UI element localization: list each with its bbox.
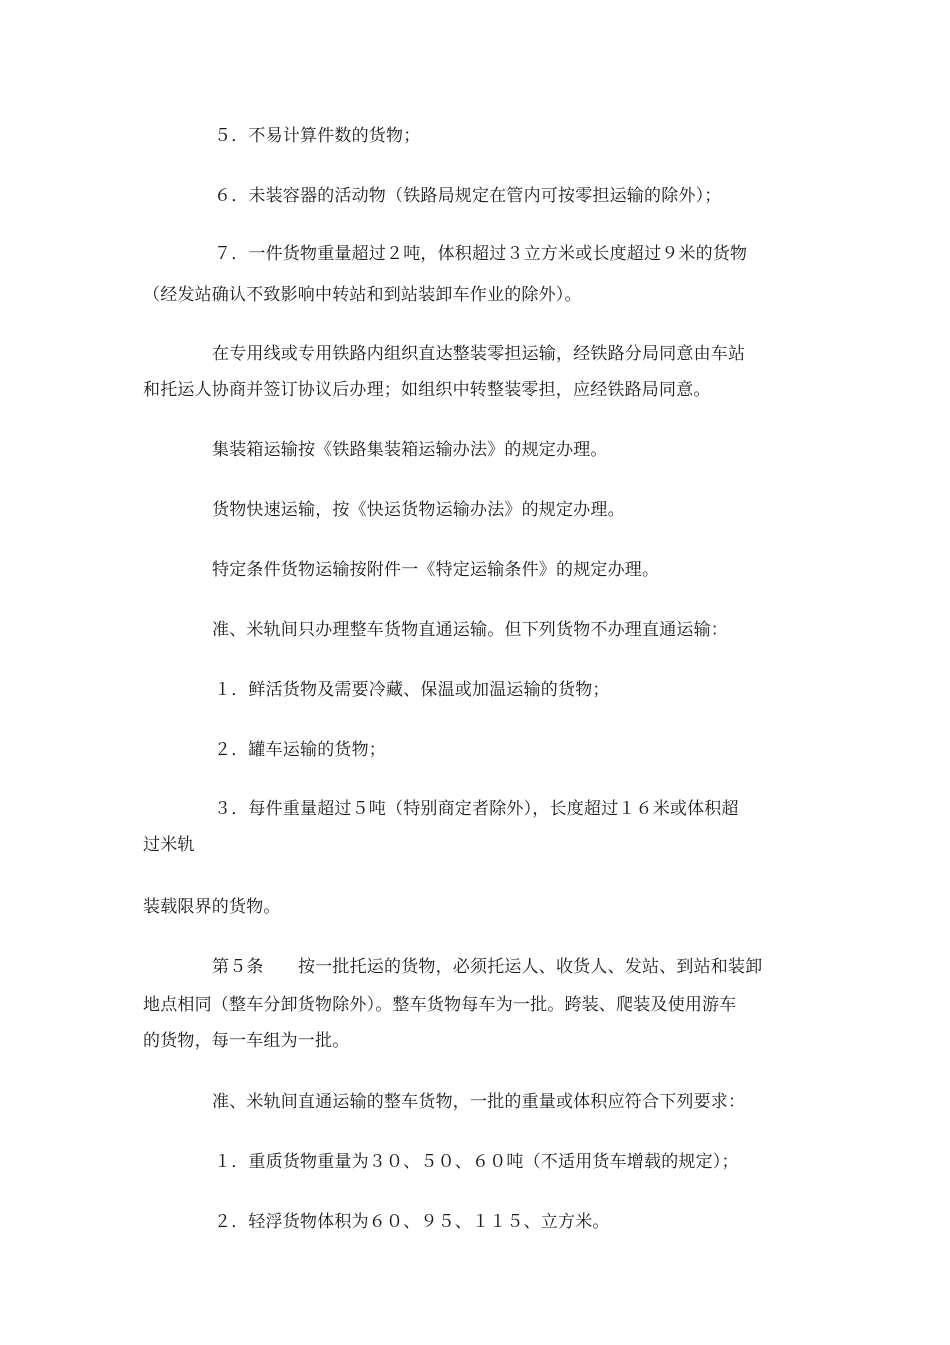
text-line: （经发站确认不致影响中转站和到站装卸车作业的除外）。 [143, 285, 582, 305]
text-line: 地点相同（整车分卸货物除外）。整车货物每车为一批。跨装、爬装及使用游车 [143, 995, 737, 1015]
text-line: ７．一件货物重量超过２吨，体积超过３立方米或长度超过９米的货物 [214, 244, 748, 264]
text-line: 准、米轨间只办理整车货物直通运输。但下列货物不办理直通运输： [212, 620, 728, 640]
paragraph-light-goods [214, 1205, 610, 1239]
paragraph-item-6 [214, 179, 722, 213]
text-line: １．鲜活货物及需要冷藏、保温或加温运输的货物； [214, 680, 610, 700]
paragraph-article-5 [212, 950, 762, 984]
paragraph-item-5 [214, 119, 420, 153]
text-line: 特定条件货物运输按附件一《特定运输条件》的规定办理。 [212, 560, 660, 580]
text-line: ５．不易计算件数的货物； [214, 126, 421, 146]
text-line: ２．罐车运输的货物； [214, 740, 386, 760]
paragraph-item-3 [214, 792, 739, 826]
paragraph-special-conditions [212, 553, 659, 587]
text-line: 货物快速运输，按《快运货物运输办法》的规定办理。 [212, 500, 625, 520]
paragraph-loading-gauge [143, 890, 281, 924]
paragraph-article-5-cont [143, 1024, 349, 1058]
paragraph-dedicated-line [212, 337, 745, 371]
text-line: 装载限界的货物。 [143, 897, 281, 917]
text-line: ３．每件重量超过５吨（特别商定者除外），长度超过１６米或体积超 [214, 799, 739, 819]
text-line: 和托运人协商并签订协议后办理；如组织中转整装零担，应经铁路局同意。 [143, 380, 711, 400]
text-line: 的货物，每一车组为一批。 [143, 1031, 350, 1051]
text-line: ２．轻浮货物体积为６０、９５、１１５、立方米。 [214, 1212, 610, 1232]
paragraph-article-5-cont [143, 988, 737, 1022]
paragraph-batch-requirements [212, 1085, 745, 1119]
text-line: １．重质货物重量为３０、５０、６０吨（不适用货车增载的规定）； [214, 1152, 739, 1172]
text-line: 第５条 按一批托运的货物，必须托运人、收货人、发站、到站和装卸 [212, 957, 763, 977]
paragraph-heavy-goods [214, 1145, 739, 1179]
text-line: 过米轨 [143, 835, 195, 855]
paragraph-item-3-cont [143, 828, 195, 862]
text-line: 准、米轨间直通运输的整车货物，一批的重量或体积应符合下列要求： [212, 1092, 746, 1112]
paragraph-gauge-through-transport [212, 613, 728, 647]
paragraph-dedicated-line-cont [143, 373, 711, 407]
text-line: ６．未装容器的活动物（铁路局规定在管内可按零担运输的除外）； [214, 186, 722, 206]
paragraph-item-2 [214, 733, 386, 767]
paragraph-container-transport [212, 433, 608, 467]
paragraph-item-1 [214, 673, 610, 707]
paragraph-item-7-cont [143, 278, 582, 312]
text-line: 集装箱运输按《铁路集装箱运输办法》的规定办理。 [212, 440, 608, 460]
paragraph-express-transport [212, 493, 625, 527]
text-line: 在专用线或专用铁路内组织直达整装零担运输，经铁路分局同意由车站 [212, 344, 746, 364]
paragraph-item-7 [214, 237, 747, 271]
